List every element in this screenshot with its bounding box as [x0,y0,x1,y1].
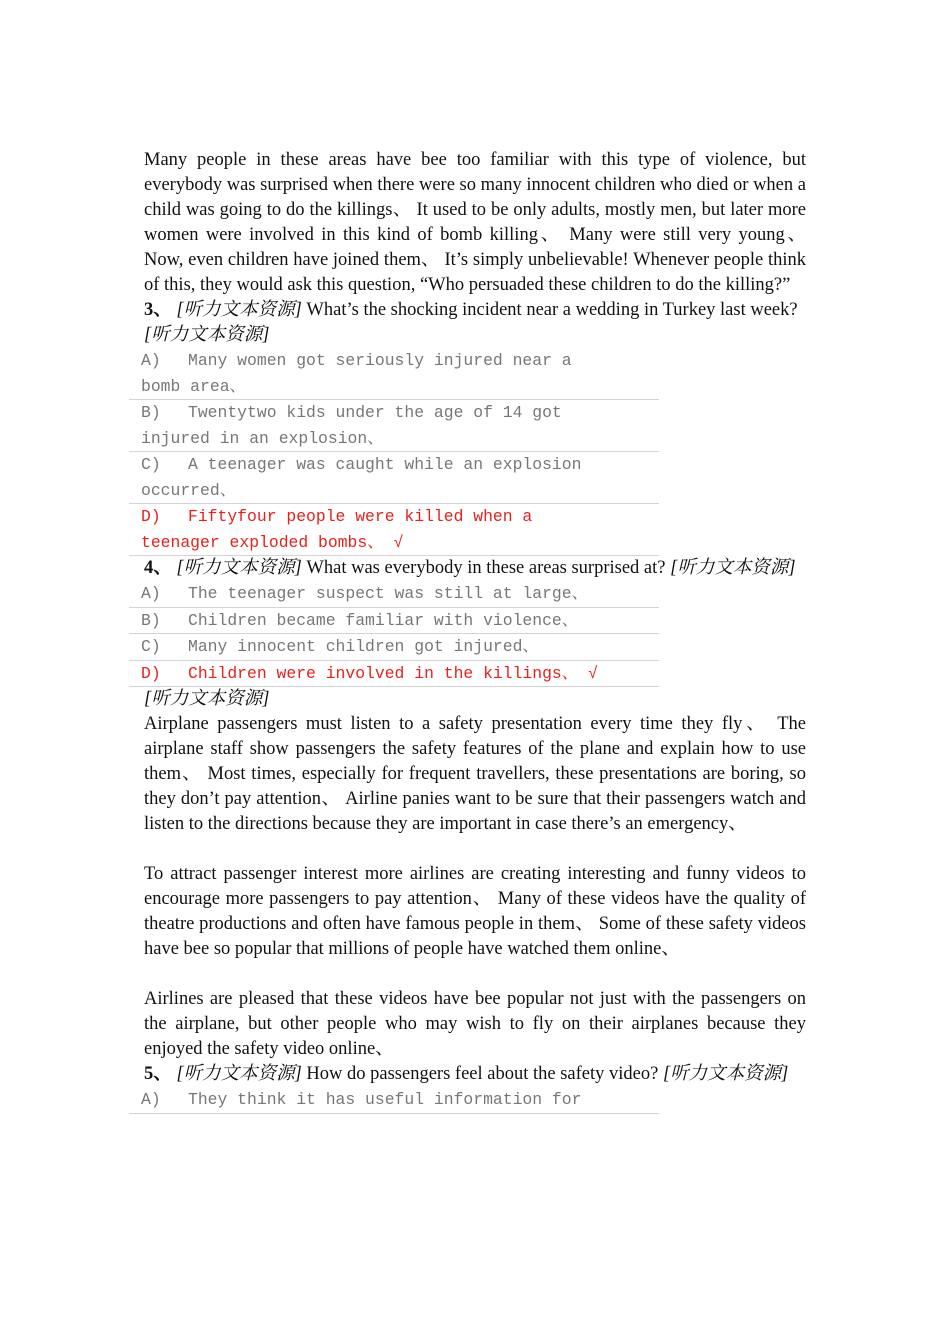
document-page [141,148,806,1114]
option-letter: C) [141,637,161,656]
option-d-correct[interactable] [129,504,659,556]
option-text: They think it has useful information for [188,1090,582,1109]
source-tag: [听力文本资源] [662,1064,789,1084]
passage-paragraph-3: Airlines are pleased that these videos have bee popular not just with the passengers on the airplane, but other people who may wish to fly on their airplanes because they enjoyed the safety video online、 [144,989,806,1059]
source-tag: [听力文本资源] [176,558,302,578]
option-text: Children were involved in the killings、 √ [188,663,598,683]
question-5 [144,1062,806,1087]
option-letter: B) [141,610,161,630]
option-d-correct[interactable] [129,661,659,688]
source-tag: [听力文本资源] [176,1064,302,1084]
source-tag: [听力文本资源] [144,689,270,709]
option-a[interactable] [129,1087,659,1114]
options-list [129,1087,659,1114]
question-number: 5、 [144,1064,172,1084]
question-text: What was everybody in these areas surprised at? [301,558,671,578]
option-a[interactable] [129,348,659,400]
options-list [129,348,659,556]
paragraph-gap [144,962,806,987]
source-tag: [听力文本资源] [176,300,302,320]
option-text: The teenager suspect was still at large、 [188,584,588,603]
option-letter: A) [141,584,161,603]
paragraph-gap [144,837,806,862]
question-text: What’s the shocking incident near a wedding in Turkey last week? [301,300,798,320]
intro-paragraph: Many people in these areas have bee too familiar with this type of violence, but everybody was surprised when there were so many innocent children who died or when a child was going to do the killings、 It used to be only adults, mostly men, but later more women were involved in this kind of bomb killing、 Many were still very young、 Now, even children have joined them、 It’s simply unbelievable! Whenever people think of this, they would ask this question, “Who persuaded these children to do the killing?” [144,150,806,295]
option-letter: D) [141,663,161,683]
option-c[interactable] [129,634,659,661]
option-text: A teenager was caught while an explosion occurred、 [141,455,582,500]
option-letter: B) [141,403,161,422]
option-letter: D) [141,507,161,526]
question-4 [144,556,806,581]
option-a[interactable] [129,581,659,608]
option-letter: A) [141,1090,161,1109]
option-text: Fiftyfour people were killed when a teenager exploded bombs、 √ [141,507,533,552]
option-c[interactable] [129,452,659,504]
option-b[interactable] [129,400,659,452]
option-text: Twentytwo kids under the age of 14 got injured in an explosion、 [141,403,562,448]
question-text: How do passengers feel about the safety video? [301,1064,663,1084]
option-text: Children became familiar with violence、 [188,610,579,630]
option-text: Many innocent children got injured、 [188,637,539,656]
option-text: Many women got seriously injured near a bomb area、 [141,351,572,396]
source-tag: [听力文本资源] [670,558,796,578]
source-tag: [听力文本资源] [144,325,270,345]
question-3 [144,298,806,348]
question-number: 3、 [144,300,172,320]
option-b[interactable] [129,608,659,635]
passage-source-tag [144,687,806,712]
options-list [129,581,659,687]
option-letter: A) [141,351,161,370]
passage-paragraph-1: Airplane passengers must listen to a safety presentation every time they fly、 The airplane staff show passengers the safety features of the plane and explain how to use them、 Most times, especially for frequent travellers, these presentations are boring, so they don’t pay attention、 Airline panies want to be sure that their passengers watch and listen to the directions because they are important in case there’s an emergency、 [144,714,806,834]
passage-paragraph-2: To attract passenger interest more airlines are creating interesting and funny videos to encourage more passengers to pay attention、 Many of these videos have the quality of theatre productions and often have famous people in them、 Some of these safety videos have bee so popular that millions of people have watched them online、 [144,864,806,959]
option-letter: C) [141,455,161,474]
question-number: 4、 [144,558,172,578]
